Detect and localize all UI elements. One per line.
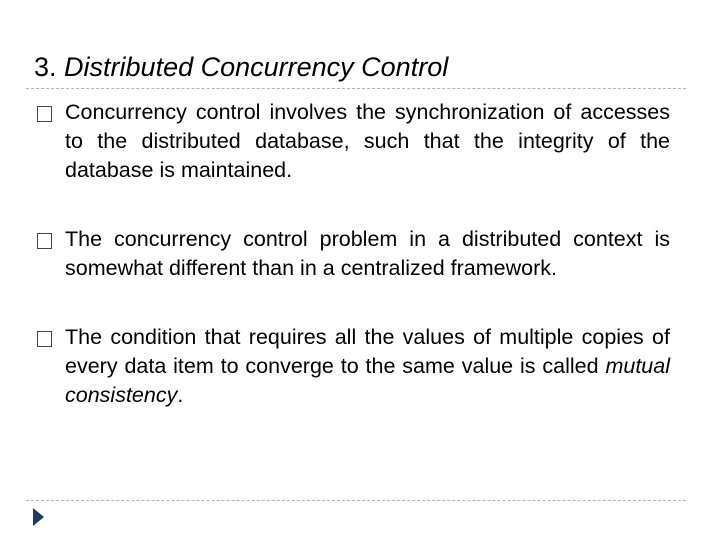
bullet-text-3: The condition that requires all the values of multiple copies of every data item to converge to the same value is called: [65, 325, 670, 378]
bullet-item-1: [34, 98, 670, 185]
bullet-item-3: [34, 323, 670, 410]
bullet-text-3-end: .: [177, 383, 184, 407]
footer-divider: [26, 500, 686, 501]
square-bullet-icon: [37, 331, 52, 347]
bullet-item-2: [34, 225, 670, 283]
title-divider: [26, 88, 686, 89]
slide-title: [34, 49, 448, 85]
bullet-list: [34, 98, 670, 450]
bullet-text-2: The concurrency control problem in a distributed context is somewhat different than in a centralized framework.: [65, 227, 670, 280]
square-bullet-icon: [37, 233, 52, 249]
play-arrow-icon[interactable]: [33, 508, 44, 526]
bullet-text-1: Concurrency control involves the synchronization of accesses to the distributed database, such that the integrity of the database is maintained.: [65, 100, 670, 182]
title-text: Distributed Concurrency Control: [64, 52, 449, 82]
square-bullet-icon: [37, 106, 52, 122]
title-number: 3.: [34, 52, 57, 82]
bullet-emphasis: mutual consistency: [65, 354, 670, 407]
